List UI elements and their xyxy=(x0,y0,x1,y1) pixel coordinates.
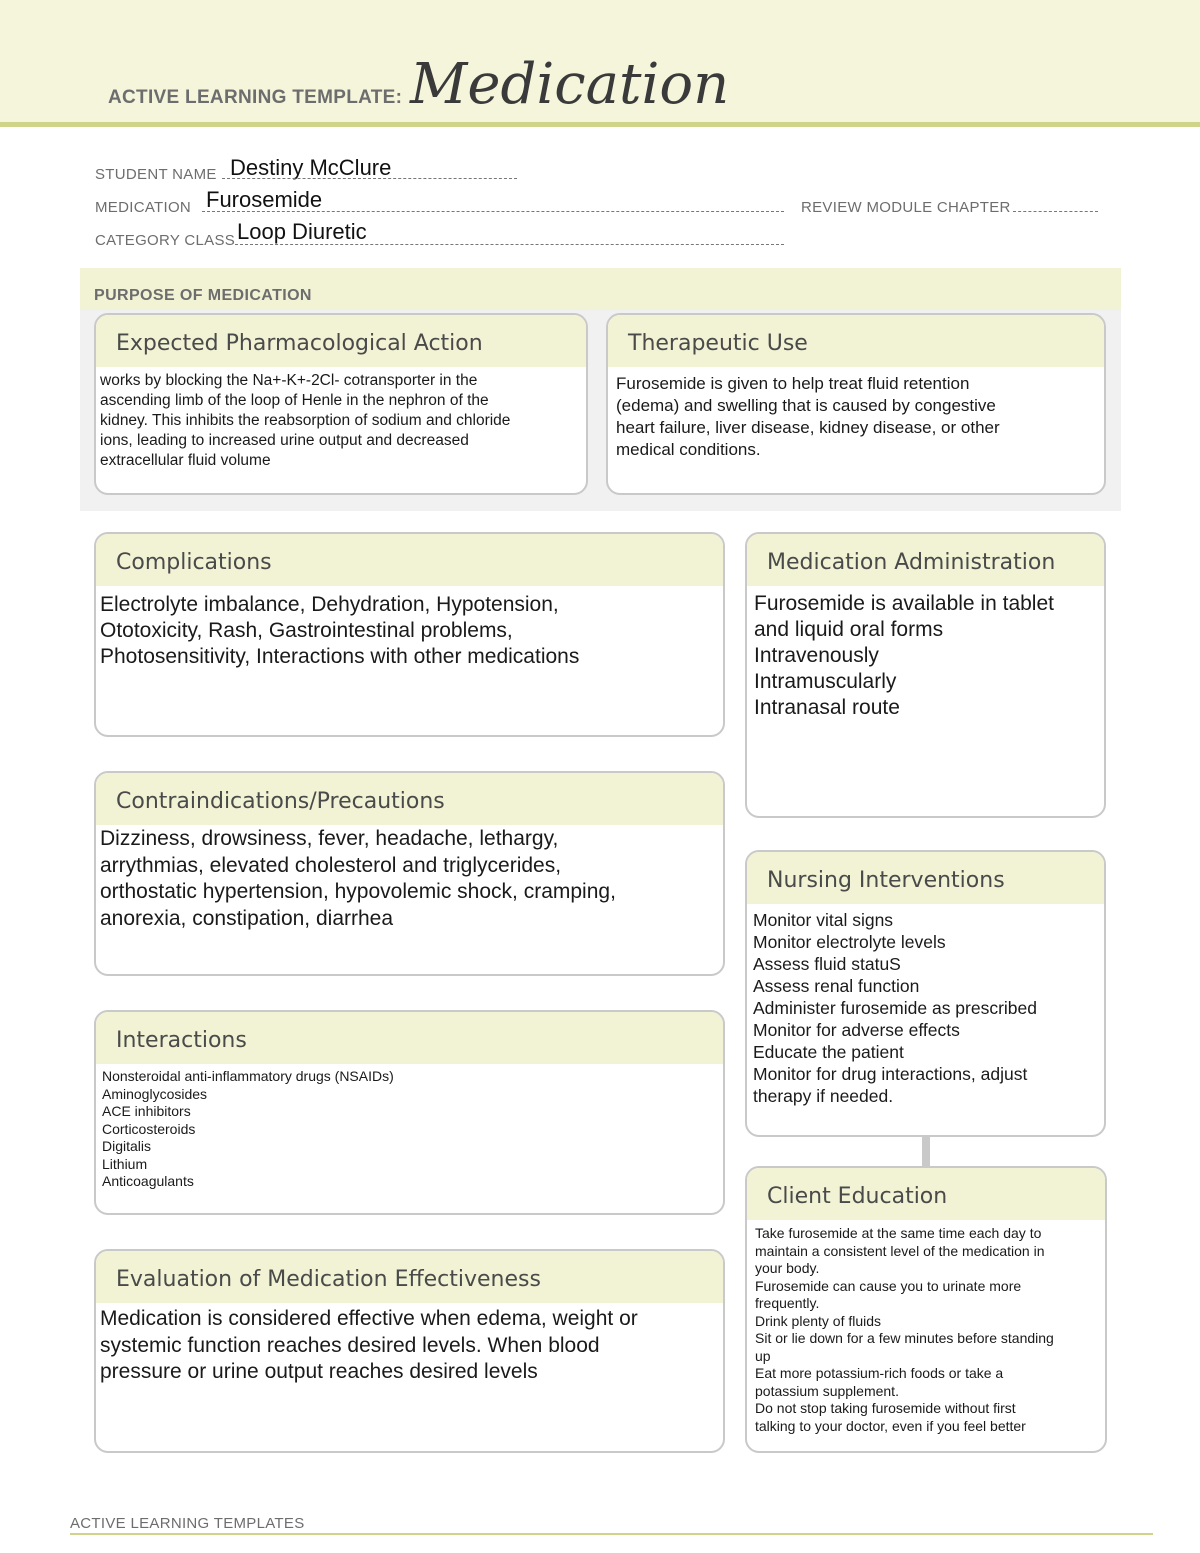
text-line: Assess renal function xyxy=(753,976,920,996)
connector-bar xyxy=(922,1136,930,1166)
text-line: Monitor for adverse effects xyxy=(753,1020,960,1040)
review-module-underline[interactable] xyxy=(1013,211,1098,212)
text-line: Monitor electrolyte levels xyxy=(753,932,946,952)
interactions-text xyxy=(102,1068,717,1191)
text-line: up xyxy=(755,1347,771,1364)
medication-underline xyxy=(202,211,784,212)
contraindications-text xyxy=(100,826,717,932)
category-class-value[interactable]: Loop Diuretic xyxy=(237,219,367,244)
text-line: Do not stop taking furosemide without first xyxy=(755,1400,1016,1416)
text-line: Assess fluid statuS xyxy=(753,954,901,974)
text-line: Photosensitivity, Interactions with other medications xyxy=(100,645,580,668)
text-line: Educate the patient xyxy=(753,1042,904,1062)
nursing-interventions-text xyxy=(753,909,1098,1107)
category-class-label: CATEGORY CLASS xyxy=(95,232,236,249)
text-line: Drink plenty of fluids xyxy=(755,1312,882,1329)
text-line: kidney. This inhibits the reabsorption of sodium and chloride xyxy=(100,412,511,429)
text-line: Intravenously xyxy=(754,644,879,667)
text-line: (edema) and swelling that is caused by congestive xyxy=(616,396,996,415)
text-line: Take furosemide at the same time each day to xyxy=(755,1225,1042,1241)
text-line: frequently. xyxy=(755,1295,820,1311)
administration-title: Medication Administration xyxy=(767,550,1056,575)
footer-rule xyxy=(70,1533,1153,1535)
text-line: talking to your doctor, even if you feel better xyxy=(755,1417,1026,1434)
text-line: Furosemide is given to help treat fluid retention xyxy=(616,374,970,393)
text-line: Administer furosemide as prescribed xyxy=(753,998,1038,1018)
text-line: ions, leading to increased urine output and decreased xyxy=(100,432,469,449)
text-line: and liquid oral forms xyxy=(754,618,944,641)
text-line: Digitalis xyxy=(102,1138,152,1154)
text-line: Ototoxicity, Rash, Gastrointestinal problems, xyxy=(100,619,513,642)
text-line: extracellular fluid volume xyxy=(100,452,271,469)
medication-value[interactable]: Furosemide xyxy=(206,187,323,212)
expected-action-title: Expected Pharmacological Action xyxy=(116,331,483,356)
student-name-value[interactable]: Destiny McClure xyxy=(230,155,392,180)
text-line: Dizziness, drowsiness, fever, headache, lethargy, xyxy=(100,827,559,850)
text-line: Intramuscularly xyxy=(754,670,897,693)
text-line: systemic function reaches desired levels. When blood xyxy=(100,1333,600,1357)
text-line: Anticoagulants xyxy=(102,1173,194,1189)
text-line: Electrolyte imbalance, Dehydration, Hypotension, xyxy=(100,593,559,616)
text-line: heart failure, liver disease, kidney disease, or other xyxy=(616,418,1000,437)
nursing-interventions-box xyxy=(745,850,1106,1137)
template-label: ACTIVE LEARNING TEMPLATE: xyxy=(108,87,403,108)
text-line: Sit or lie down for a few minutes before standing xyxy=(755,1330,1054,1346)
student-name-label: STUDENT NAME xyxy=(95,166,217,183)
text-line: Corticosteroids xyxy=(102,1120,196,1137)
expected-action-box xyxy=(94,313,588,495)
complications-title: Complications xyxy=(116,550,272,575)
client-education-box xyxy=(745,1166,1107,1453)
footer-label: ACTIVE LEARNING TEMPLATES xyxy=(70,1515,305,1532)
purpose-title: PURPOSE OF MEDICATION xyxy=(94,287,312,304)
text-line: Intranasal route xyxy=(754,696,900,719)
therapeutic-use-text xyxy=(616,373,1098,461)
nursing-interventions-title: Nursing Interventions xyxy=(767,868,1005,893)
text-line: maintain a consistent level of the medication in xyxy=(755,1242,1045,1259)
administration-text xyxy=(754,591,1098,721)
complications-box xyxy=(94,532,725,737)
text-line: Aminoglycosides xyxy=(102,1085,208,1102)
administration-box xyxy=(745,532,1106,818)
evaluation-title: Evaluation of Medication Effectiveness xyxy=(116,1267,541,1292)
category-class-underline xyxy=(235,244,784,245)
contraindications-title: Contraindications/Precautions xyxy=(116,789,445,814)
therapeutic-use-title: Therapeutic Use xyxy=(628,331,808,356)
header-rule xyxy=(0,122,1200,127)
text-line: Furosemide is available in tablet xyxy=(754,592,1054,615)
text-line: ACE inhibitors xyxy=(102,1103,191,1119)
student-name-underline xyxy=(222,178,517,179)
text-line: ascending limb of the loop of Henle in the nephron of the xyxy=(100,392,489,409)
text-line: potassium supplement. xyxy=(755,1382,899,1399)
evaluation-text xyxy=(100,1306,717,1386)
text-line: Furosemide can cause you to urinate more xyxy=(755,1277,1022,1294)
contraindications-box xyxy=(94,771,725,976)
text-line: orthostatic hypertension, hypovolemic shock, cramping, xyxy=(100,880,616,903)
client-education-title: Client Education xyxy=(767,1184,948,1209)
interactions-box xyxy=(94,1010,725,1215)
text-line: Eat more potassium-rich foods or take a xyxy=(755,1365,1004,1381)
text-line: Monitor vital signs xyxy=(753,910,894,930)
review-module-label: REVIEW MODULE CHAPTER xyxy=(801,199,1011,216)
text-line: Monitor for drug interactions, adjust xyxy=(753,1064,1028,1084)
client-education-text xyxy=(755,1225,1099,1435)
text-line: medical conditions. xyxy=(616,440,761,459)
expected-action-text xyxy=(100,371,580,471)
text-line: Medication is considered effective when edema, weight or xyxy=(100,1307,638,1330)
text-line: anorexia, constipation, diarrhea xyxy=(100,906,394,930)
template-title: Medication xyxy=(410,52,730,117)
text-line: therapy if needed. xyxy=(753,1086,894,1106)
evaluation-box xyxy=(94,1249,725,1453)
text-line: Nonsteroidal anti-inflammatory drugs (NSAIDs) xyxy=(102,1068,394,1084)
medication-label: MEDICATION xyxy=(95,199,192,216)
interactions-title: Interactions xyxy=(116,1028,247,1053)
text-line: Lithium xyxy=(102,1155,148,1172)
text-line: arrythmias, elevated cholesterol and triglycerides, xyxy=(100,853,562,877)
text-line: works by blocking the Na+-K+-2Cl- cotransporter in the xyxy=(100,372,478,389)
text-line: pressure or urine output reaches desired levels xyxy=(100,1360,538,1383)
therapeutic-use-box xyxy=(606,313,1106,495)
complications-text xyxy=(100,592,717,670)
text-line: your body. xyxy=(755,1260,820,1276)
